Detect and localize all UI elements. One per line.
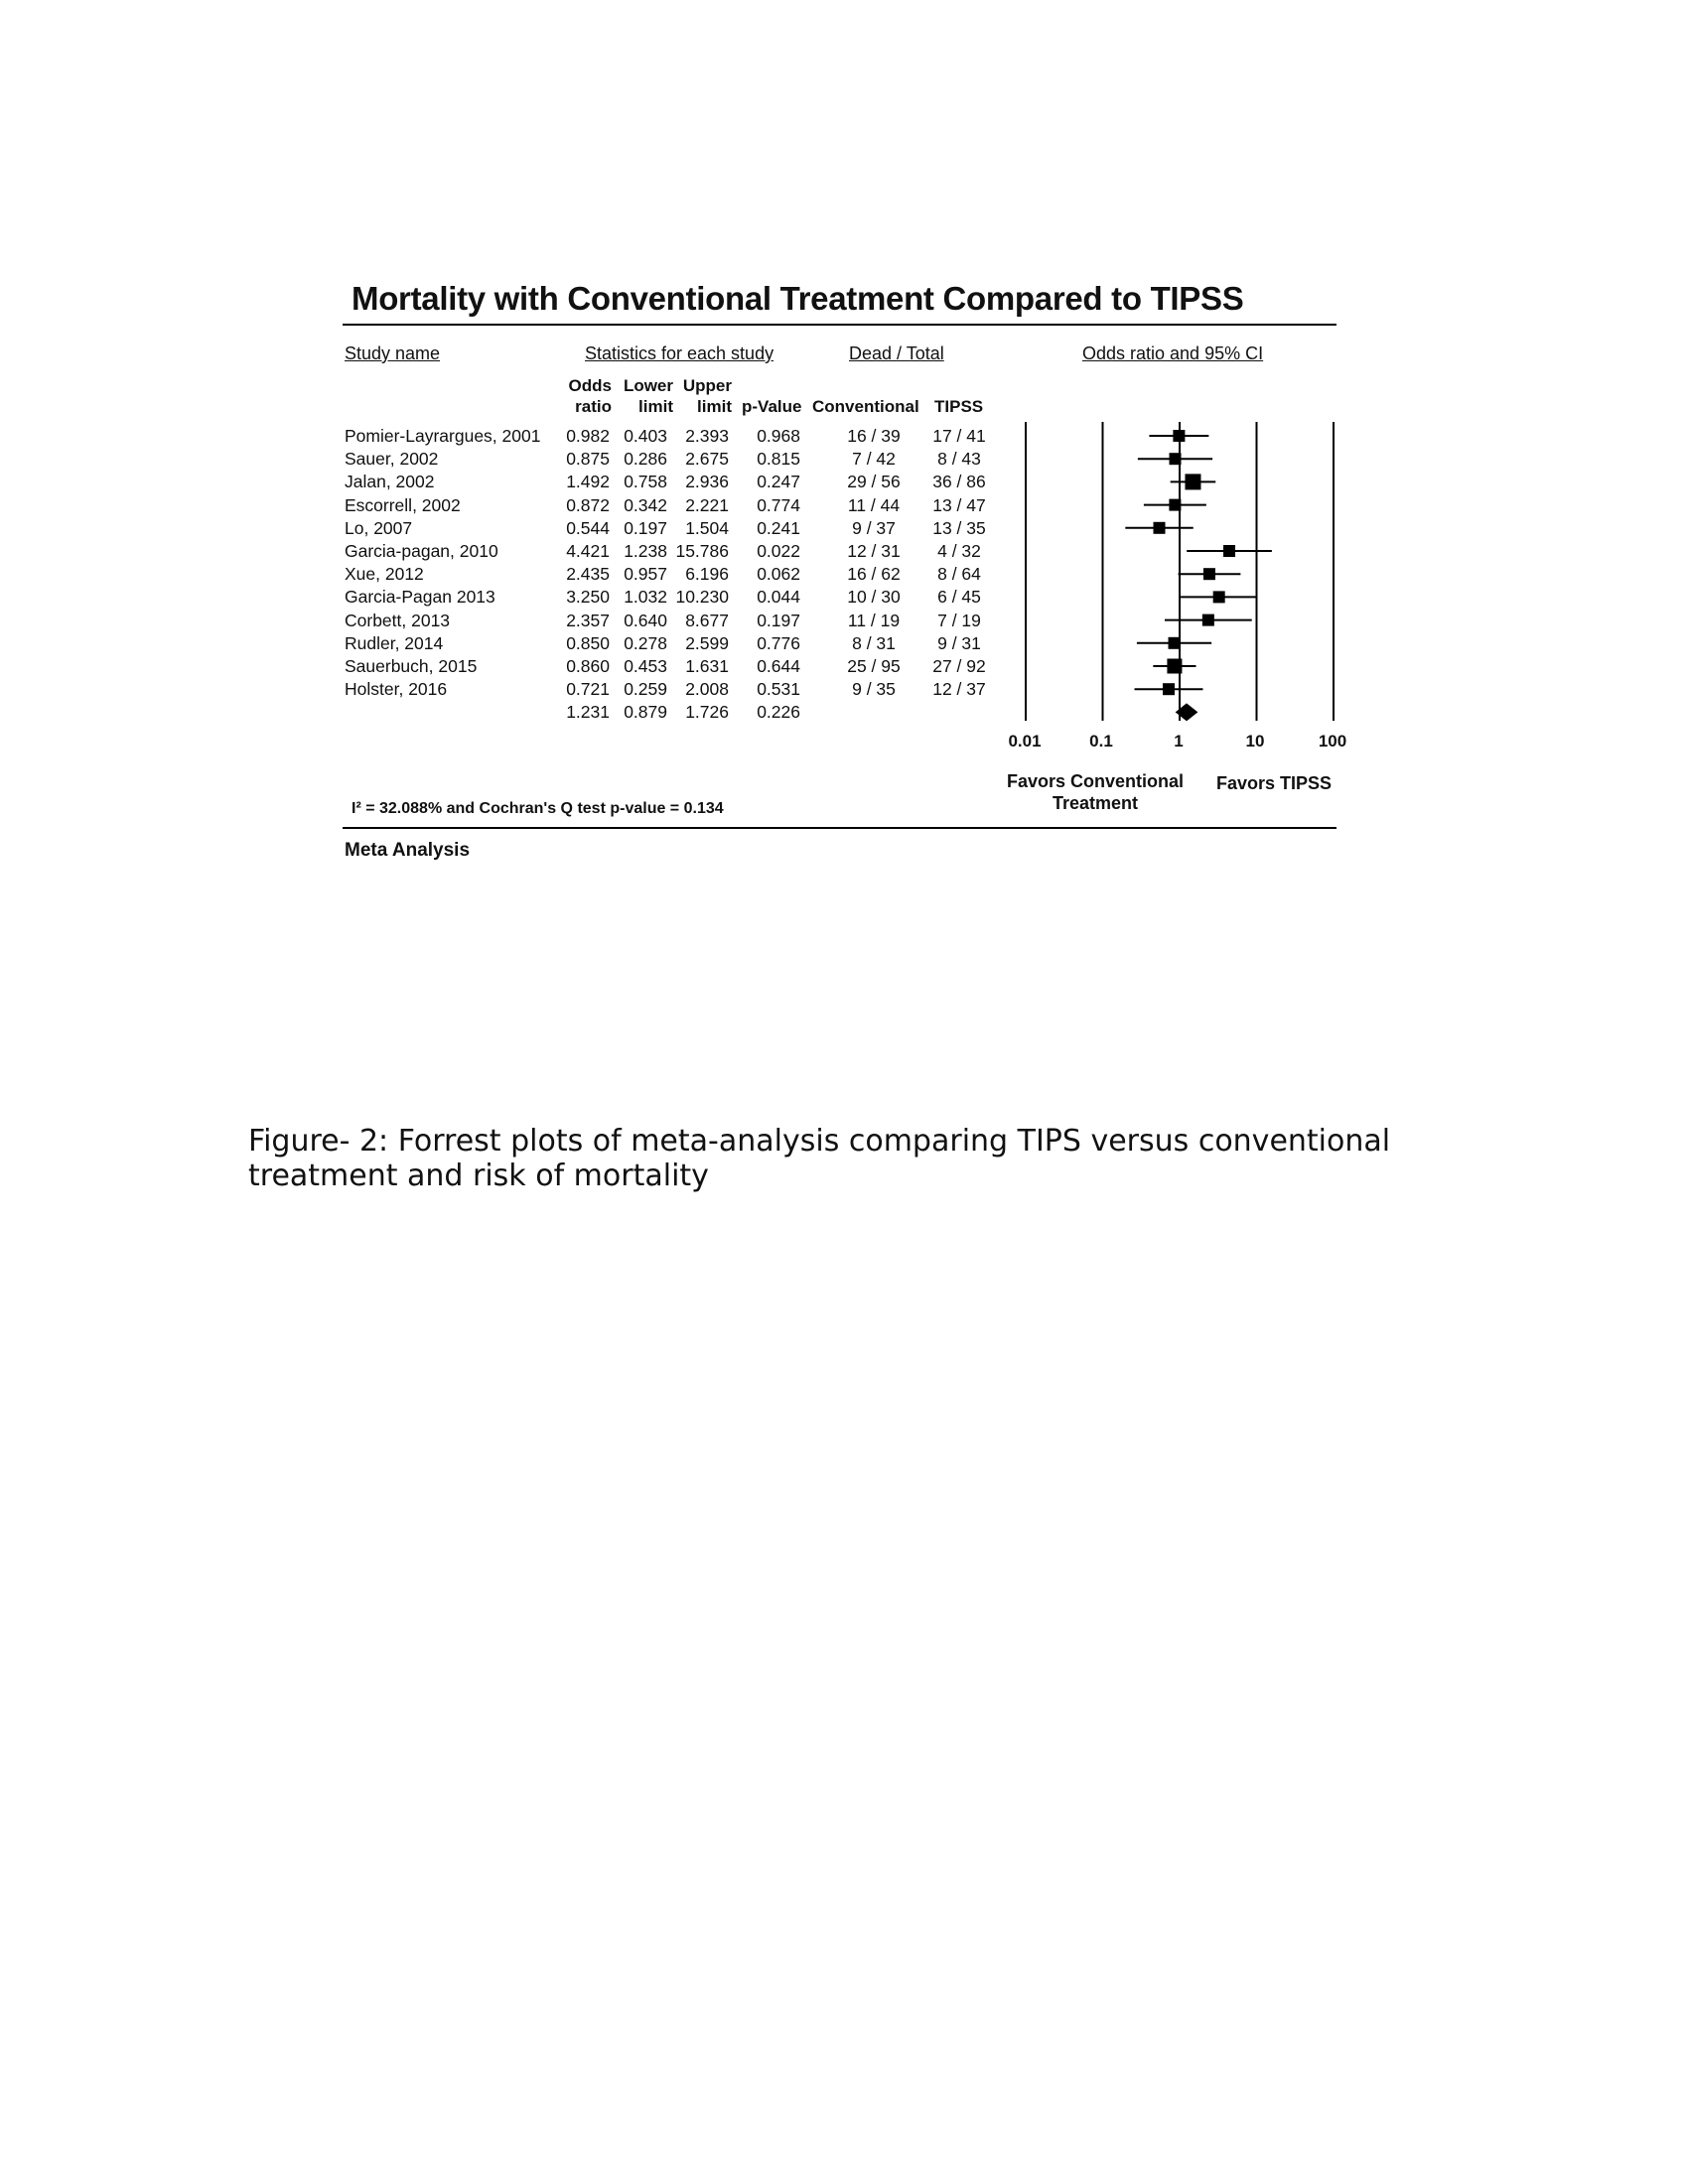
- upper-limit-value: 6.196: [685, 564, 729, 585]
- odds-ratio-value: 0.982: [566, 426, 610, 446]
- conventional-count: 9 / 37: [852, 517, 896, 538]
- point-estimate: [1185, 474, 1200, 489]
- p-value: 0.044: [757, 587, 800, 608]
- tipss-count: 8 / 43: [937, 449, 981, 470]
- col-upper-top: Upper: [682, 376, 732, 395]
- favors-conventional-line1: Favors Conventional: [1006, 771, 1185, 791]
- lower-limit-value: 0.758: [624, 472, 667, 492]
- col-odds-top: Odds: [568, 376, 612, 395]
- study-name: Garcia-Pagan 2013: [345, 587, 495, 608]
- point-estimate: [1202, 614, 1214, 626]
- conventional-count: 25 / 95: [847, 656, 901, 676]
- tick-label-0.01: 0.01: [1008, 732, 1042, 751]
- odds-ratio-value: 0.860: [566, 656, 610, 676]
- p-value: 0.022: [757, 541, 800, 561]
- study-name: Rudler, 2014: [345, 632, 444, 653]
- figure-caption: Figure- 2: Forrest plots of meta-analysis comparing TIPS versus conventional treatment and risk of mortality: [248, 1124, 1391, 1193]
- p-value: 0.815: [757, 449, 800, 470]
- lower-limit-value: 0.197: [624, 517, 667, 538]
- point-estimate: [1203, 568, 1215, 580]
- upper-limit-value: 2.675: [685, 449, 729, 470]
- upper-limit-value: 8.677: [685, 610, 729, 630]
- upper-limit-value: 2.936: [685, 472, 729, 492]
- lower-limit-value: 0.286: [624, 449, 667, 470]
- col-lower-bottom: limit: [638, 397, 673, 416]
- upper-limit-value: 2.393: [685, 426, 729, 446]
- conventional-count: 16 / 39: [847, 426, 901, 446]
- odds-ratio-value: 0.850: [566, 632, 610, 653]
- col-tipss: TIPSS: [934, 397, 984, 416]
- conventional-count: 12 / 31: [847, 541, 901, 561]
- tipss-count: 6 / 45: [937, 587, 981, 608]
- lower-limit-value: 0.640: [624, 610, 667, 630]
- header-odds-ratio-ci: Odds ratio and 95% CI: [1082, 343, 1264, 363]
- favors-conventional-line2: Treatment: [1052, 793, 1139, 813]
- p-value: 0.226: [757, 702, 800, 723]
- col-odds-bottom: ratio: [575, 397, 612, 416]
- p-value: 0.774: [757, 494, 800, 515]
- lower-limit-value: 0.342: [624, 494, 667, 515]
- favors-conventional: [991, 770, 1199, 814]
- conventional-count: 10 / 30: [847, 587, 901, 608]
- figure-title: Mortality with Conventional Treatment Compared to TIPSS: [352, 280, 1244, 317]
- odds-ratio-value: 2.357: [566, 610, 610, 630]
- study-name: Xue, 2012: [345, 564, 424, 585]
- upper-limit-value: 1.631: [685, 656, 729, 676]
- tipss-count: 4 / 32: [937, 541, 981, 561]
- header-statistics: Statistics for each study: [585, 343, 774, 363]
- odds-ratio-value: 0.875: [566, 449, 610, 470]
- conventional-count: 8 / 31: [852, 632, 896, 653]
- tipss-count: 13 / 47: [932, 494, 986, 515]
- col-pvalue: p-Value: [742, 397, 802, 416]
- upper-limit-value: 2.599: [685, 632, 729, 653]
- odds-ratio-value: 3.250: [566, 587, 610, 608]
- tipss-count: 13 / 35: [932, 517, 986, 538]
- tipss-count: 9 / 31: [937, 632, 981, 653]
- header-dead-total: Dead / Total: [849, 343, 944, 363]
- study-name: Holster, 2016: [345, 679, 448, 700]
- tick-label-0.1: 0.1: [1089, 732, 1113, 751]
- col-lower-top: Lower: [623, 376, 673, 395]
- odds-ratio-value: 4.421: [566, 541, 610, 561]
- lower-limit-value: 1.032: [624, 587, 667, 608]
- point-estimate: [1173, 430, 1185, 442]
- lower-limit-value: 0.278: [624, 632, 667, 653]
- point-estimate: [1213, 591, 1225, 603]
- odds-ratio-value: 0.721: [566, 679, 610, 700]
- point-estimate: [1154, 522, 1166, 534]
- study-name: Corbett, 2013: [345, 610, 451, 630]
- odds-ratio-value: 1.231: [566, 702, 610, 723]
- meta-analysis-label: Meta Analysis: [345, 840, 471, 861]
- conventional-count: 11 / 19: [847, 610, 901, 630]
- point-estimate: [1167, 659, 1182, 674]
- upper-limit-value: 2.008: [685, 679, 729, 700]
- point-estimate: [1223, 545, 1235, 557]
- tipss-count: 8 / 64: [937, 564, 981, 585]
- tipss-count: 12 / 37: [932, 679, 986, 700]
- tipss-count: 7 / 19: [937, 610, 981, 630]
- upper-limit-value: 10.230: [675, 587, 729, 608]
- study-name: Garcia-pagan, 2010: [345, 541, 498, 561]
- col-conventional: Conventional: [812, 397, 919, 416]
- lower-limit-value: 1.238: [624, 541, 667, 561]
- study-name: Sauerbuch, 2015: [345, 656, 478, 676]
- upper-limit-value: 2.221: [685, 494, 729, 515]
- bottom-rule: [343, 827, 1336, 829]
- conventional-count: 11 / 44: [847, 494, 901, 515]
- lower-limit-value: 0.259: [624, 679, 667, 700]
- lower-limit-value: 0.403: [624, 426, 667, 446]
- odds-ratio-value: 2.435: [566, 564, 610, 585]
- point-estimate: [1169, 499, 1181, 511]
- odds-ratio-value: 0.872: [566, 494, 610, 515]
- study-name: Sauer, 2002: [345, 449, 439, 470]
- col-upper-bottom: limit: [697, 397, 732, 416]
- upper-limit-value: 15.786: [675, 541, 729, 561]
- point-estimate: [1163, 683, 1175, 695]
- point-estimate: [1169, 637, 1181, 649]
- tick-label-10: 10: [1245, 732, 1265, 751]
- p-value: 0.531: [757, 679, 800, 700]
- lower-limit-value: 0.957: [624, 564, 667, 585]
- lower-limit-value: 0.879: [624, 702, 667, 723]
- study-name: Escorrell, 2002: [345, 494, 461, 515]
- odds-ratio-value: 0.544: [566, 517, 610, 538]
- p-value: 0.776: [757, 632, 800, 653]
- heterogeneity-note: I² = 32.088% and Cochran's Q test p-value = 0.134: [352, 800, 724, 817]
- favors-tipss: Favors TIPSS: [1215, 773, 1333, 793]
- p-value: 0.247: [757, 472, 800, 492]
- odds-ratio-value: 1.492: [566, 472, 610, 492]
- tipss-count: 17 / 41: [932, 426, 986, 446]
- point-estimate: [1170, 453, 1182, 465]
- study-name: Lo, 2007: [345, 517, 413, 538]
- p-value: 0.062: [757, 564, 800, 585]
- p-value: 0.197: [757, 610, 800, 630]
- conventional-count: 7 / 42: [852, 449, 896, 470]
- p-value: 0.241: [757, 517, 800, 538]
- header-study-name: Study name: [345, 343, 441, 363]
- conventional-count: 16 / 62: [847, 564, 901, 585]
- p-value: 0.968: [757, 426, 800, 446]
- tipss-count: 27 / 92: [932, 656, 986, 676]
- study-name: Jalan, 2002: [345, 472, 435, 492]
- tipss-count: 36 / 86: [932, 472, 986, 492]
- p-value: 0.644: [757, 656, 800, 676]
- upper-limit-value: 1.504: [685, 517, 729, 538]
- tick-label-1: 1: [1174, 732, 1184, 751]
- conventional-count: 9 / 35: [852, 679, 896, 700]
- tick-label-100: 100: [1318, 732, 1347, 751]
- lower-limit-value: 0.453: [624, 656, 667, 676]
- conventional-count: 29 / 56: [847, 472, 901, 492]
- study-name: Pomier-Layrargues, 2001: [345, 426, 541, 446]
- upper-limit-value: 1.726: [685, 702, 729, 723]
